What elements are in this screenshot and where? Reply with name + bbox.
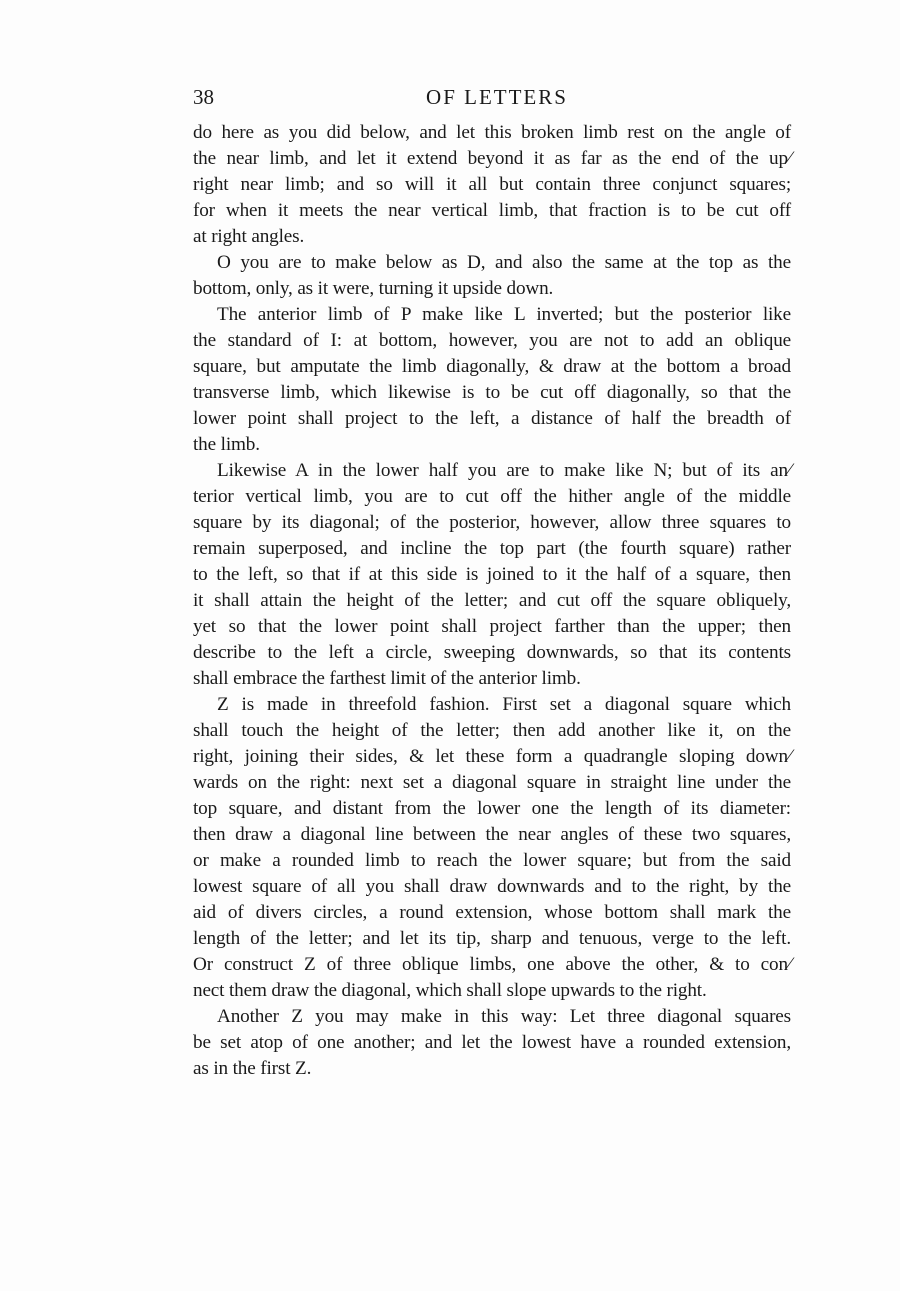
text-line: the near limb, and let it extend beyond it as far as the end of the up⁄ [193,148,791,169]
paragraph [193,250,791,302]
text-line: Z is made in threefold fashion. First set a diagonal square which [217,694,791,715]
book-page [193,80,791,1082]
text-line: be set atop of one another; and let the lowest have a rounded extension, [193,1032,791,1053]
text-line: length of the letter; and let its tip, sharp and tenuous, verge to the left. [193,928,791,949]
text-line: top square, and distant from the lower one the length of its diameter: [193,798,791,819]
running-head [193,80,791,114]
text-line: the limb. [193,434,260,455]
text-line: transverse limb, which likewise is to be cut off diagonally, so that the [193,382,791,403]
body-text [193,120,791,1082]
paragraph [193,1004,791,1082]
text-line: for when it meets the near vertical limb, that fraction is to be cut off [193,200,791,221]
text-line: bottom, only, as it were, turning it upside down. [193,278,554,299]
text-line: wards on the right: next set a diagonal square in straight line under the [193,772,791,793]
text-line: shall embrace the farthest limit of the anterior limb. [193,668,581,689]
text-line: Likewise A in the lower half you are to make like N; but of its an⁄ [217,460,791,481]
paragraph [193,120,791,250]
text-line: O you are to make below as D, and also the same at the top as the [217,252,791,273]
paragraph [193,458,791,692]
text-line: as in the first Z. [193,1058,312,1079]
paragraph [193,692,791,1004]
text-line: shall touch the height of the letter; then add another like it, on the [193,720,791,741]
text-line: right near limb; and so will it all but contain three conjunct squares; [193,174,791,195]
text-line: Another Z you may make in this way: Let three diagonal squares [217,1006,791,1027]
page-number: 38 [193,85,214,109]
text-line: at right angles. [193,226,305,247]
text-line: The anterior limb of P make like L inverted; but the posterior like [217,304,791,325]
text-line: lowest square of all you shall draw downwards and to the right, by the [193,876,791,897]
text-line: right, joining their sides, & let these form a quadrangle sloping down⁄ [193,746,791,767]
running-title: OF LETTERS [426,85,568,109]
text-line: to the left, so that if at this side is joined to it the half of a square, then [193,564,791,585]
text-line: remain superposed, and incline the top part (the fourth square) rather [193,538,791,559]
text-line: then draw a diagonal line between the near angles of these two squares, [193,824,791,845]
text-line: describe to the left a circle, sweeping downwards, so that its contents [193,642,791,663]
text-line: the standard of I: at bottom, however, you are not to add an oblique [193,330,791,351]
text-line: square, but amputate the limb diagonally, & draw at the bottom a broad [193,356,791,377]
text-line: terior vertical limb, you are to cut off the hither angle of the middle [193,486,791,507]
text-line: square by its diagonal; of the posterior, however, allow three squares to [193,512,791,533]
text-line: Or construct Z of three oblique limbs, one above the other, & to con⁄ [193,954,791,975]
text-line: yet so that the lower point shall project farther than the upper; then [193,616,791,637]
text-line: aid of divers circles, a round extension, whose bottom shall mark the [193,902,791,923]
text-line: do here as you did below, and let this broken limb rest on the angle of [193,122,791,143]
text-line: lower point shall project to the left, a distance of half the breadth of [193,408,791,429]
paragraph [193,302,791,458]
text-line: it shall attain the height of the letter; and cut off the square obliquely, [193,590,791,611]
text-line: or make a rounded limb to reach the lower square; but from the said [193,850,791,871]
text-line: nect them draw the diagonal, which shall slope upwards to the right. [193,980,707,1001]
